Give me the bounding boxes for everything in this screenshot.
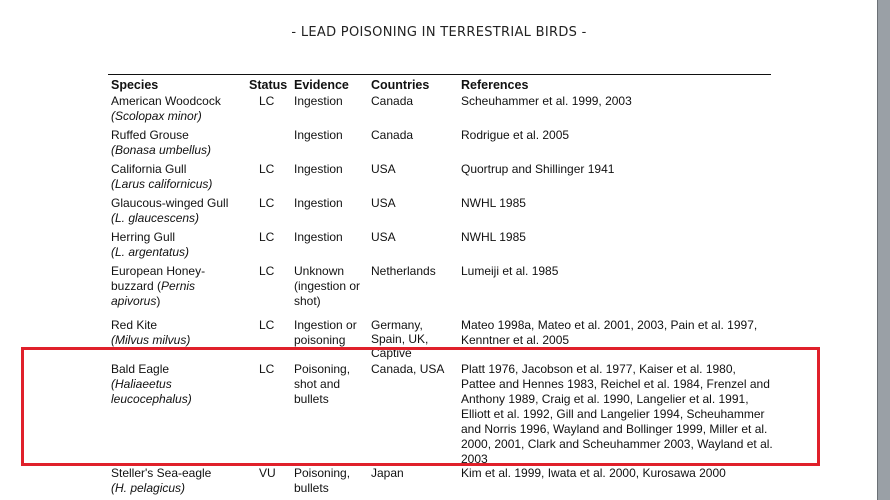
species-name: Steller's Sea-eagle: [111, 466, 212, 480]
evidence-cell: Unknown (ingestion or shot): [294, 264, 361, 308]
status-cell: LC: [259, 362, 275, 376]
species-name: Glaucous-winged Gull: [111, 196, 229, 210]
references-cell: NWHL 1985: [461, 196, 526, 210]
countries-cell: Canada: [371, 128, 414, 142]
status-cell: LC: [259, 264, 275, 278]
header-status: Status: [249, 78, 288, 92]
countries-cell: USA: [371, 196, 396, 210]
evidence-cell: Poisoning, bullets: [294, 466, 351, 495]
evidence-cell: Ingestion: [294, 162, 343, 176]
species-name-line: [111, 279, 216, 294]
species-cell: [111, 318, 251, 348]
species-latin: (Milvus milvus): [111, 333, 191, 347]
evidence-cell: Ingestion: [294, 230, 343, 244]
references-cell: Platt 1976, Jacobson et al. 1977, Kaiser et al. 1980, Pattee and Hennes 1983, Reichel et al. 1984, Frenzel and Anthony 1989, Craig et al. 1990, Langelier et al. 1991, Elliott et al. 1992, Gill and Langelier 1994, Scheuhammer and Norris 1996, Wayland and Bollinger 1999, Miller et al. 2000, 2001, Clark and Scheuhammer 2003, Wayland et al. 2003: [461, 362, 773, 466]
species-latin: (L. argentatus): [111, 245, 190, 259]
species-cell: [111, 196, 251, 226]
species-cell: [111, 264, 216, 309]
status-cell: LC: [259, 230, 275, 244]
status-cell: LC: [259, 196, 275, 210]
countries-cell: Canada, USA: [371, 362, 445, 376]
references-cell: Scheuhammer et al. 1999, 2003: [461, 94, 632, 108]
species-cell: [111, 128, 251, 158]
species-latin-part: Pernis: [161, 279, 196, 293]
references-cell: Quortrup and Shillinger 1941: [461, 162, 615, 176]
page-edge: [878, 0, 890, 500]
countries-cell: USA: [371, 162, 396, 176]
species-name-line: European Honey-: [111, 264, 206, 278]
countries-cell: Japan: [371, 466, 404, 480]
species-latin: (Haliaeetus leucocephalus): [111, 377, 192, 406]
evidence-cell: Ingestion: [294, 196, 343, 210]
species-latin-part: apivorus: [111, 294, 157, 308]
species-name-part: ): [156, 294, 161, 308]
document-title: - LEAD POISONING IN TERRESTRIAL BIRDS -: [291, 25, 587, 40]
species-name: Ruffed Grouse: [111, 128, 189, 142]
countries-cell: Germany, Spain, UK, Captive: [371, 318, 429, 360]
countries-cell: USA: [371, 230, 396, 244]
evidence-cell: Ingestion: [294, 128, 343, 142]
references-cell: Rodrigue et al. 2005: [461, 128, 570, 142]
references-cell: Kim et al. 1999, Iwata et al. 2000, Kurosawa 2000: [461, 466, 726, 480]
header-countries: Countries: [371, 78, 430, 92]
species-name: American Woodcock: [111, 94, 221, 108]
species-cell: [111, 162, 251, 192]
status-cell: VU: [259, 466, 276, 480]
species-cell: [111, 230, 251, 260]
header-references: References: [461, 78, 529, 92]
countries-cell: Netherlands: [371, 264, 436, 278]
species-latin: (H. pelagicus): [111, 481, 186, 495]
species-name: California Gull: [111, 162, 187, 176]
header-evidence: Evidence: [294, 78, 349, 92]
species-cell: [111, 94, 251, 124]
table-top-rule: [108, 74, 771, 75]
species-latin: (L. glaucescens): [111, 211, 200, 225]
status-cell: LC: [259, 162, 275, 176]
evidence-cell: Poisoning, shot and bullets: [294, 362, 351, 406]
status-cell: LC: [259, 94, 275, 108]
header-species: Species: [111, 78, 159, 92]
status-cell: LC: [259, 318, 275, 332]
species-name: Bald Eagle: [111, 362, 170, 376]
references-cell: Lumeiji et al. 1985: [461, 264, 559, 278]
highlight-box: [21, 347, 820, 466]
species-latin: (Larus californicus): [111, 177, 213, 191]
species-name-part: buzzard (: [111, 279, 162, 293]
species-name-line: [111, 294, 216, 309]
species-cell: [111, 466, 251, 496]
species-latin: (Bonasa umbellus): [111, 143, 212, 157]
species-latin: (Scolopax minor): [111, 109, 202, 123]
references-cell: NWHL 1985: [461, 230, 526, 244]
evidence-cell: Ingestion: [294, 94, 343, 108]
evidence-cell: Ingestion or poisoning: [294, 318, 357, 347]
references-cell: Mateo 1998a, Mateo et al. 2001, 2003, Pain et al. 1997, Kenntner et al. 2005: [461, 318, 758, 347]
species-name: Herring Gull: [111, 230, 176, 244]
countries-cell: Canada: [371, 94, 414, 108]
species-name: Red Kite: [111, 318, 158, 332]
